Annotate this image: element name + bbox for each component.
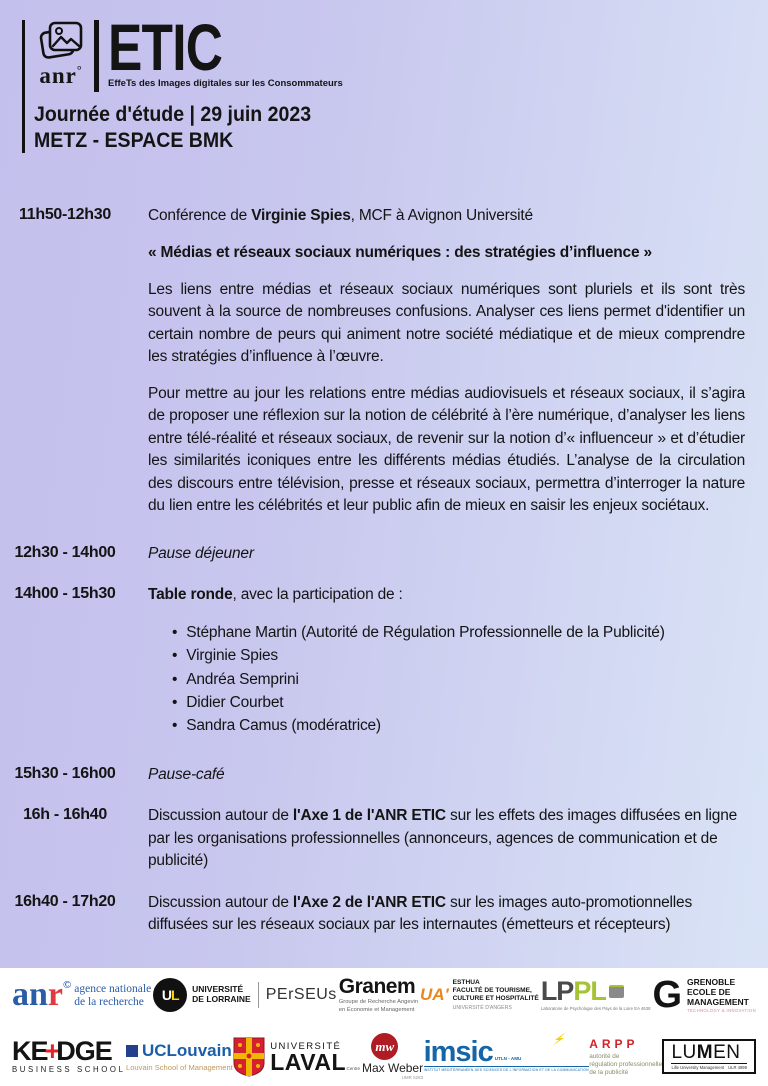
time-label: 16h - 16h40 xyxy=(23,806,107,824)
conference-intro xyxy=(148,205,745,227)
schedule-row-conference xyxy=(0,205,745,518)
schedule-row-roundtable xyxy=(0,584,745,739)
logo-universite-lorraine xyxy=(153,978,337,1012)
lunch-label: Pause déjeuner xyxy=(148,544,254,562)
logo-arpp: ARPP autorité de régulation professionnelle de la publicité xyxy=(589,1036,663,1076)
axe2-title: l'Axe 2 de l'ANR ETIC xyxy=(292,893,446,911)
conference-intro-post: , MCF à Avignon Université xyxy=(350,207,533,224)
photo-images-icon xyxy=(38,20,84,62)
axe2-description xyxy=(148,892,745,937)
logo-lppl: LPPL Laboratoire de Psychologie des Pays de la Loire EA 4638 xyxy=(540,976,651,1011)
schedule-row-axe2 xyxy=(0,892,745,937)
lorraine-name: UNIVERSITÉ DE LORRAINE xyxy=(192,984,251,1005)
axe1-title: l'Axe 1 de l'ANR ETIC xyxy=(292,807,446,825)
coffee-label: Pause-café xyxy=(148,765,225,783)
logo-kedge: KE+DGE BUSINESS SCHOOL xyxy=(12,1035,126,1075)
conference-speaker: Virginie Spies xyxy=(251,207,351,224)
axe2-pre: Discussion autour de xyxy=(148,893,293,911)
roundtable-heading xyxy=(148,584,745,606)
schedule xyxy=(0,205,768,937)
kedge-plus-icon: + xyxy=(44,1035,60,1066)
ua-mark: UA' xyxy=(420,985,449,1005)
laval-crest-icon xyxy=(233,1037,265,1077)
logo-granem: Granem Groupe de Recherche Angevin en Économie et Management xyxy=(338,975,419,1013)
participant-item: • Didier Courbet xyxy=(172,692,745,714)
header xyxy=(0,0,768,153)
logo-universite-laval: UNIVERSITÉ LAVAL xyxy=(233,1037,346,1077)
schedule-row-axe1 xyxy=(0,805,745,872)
axe1-post: sur les effets des images diffusées en ligne par les organisations professionnelles (annonceurs, agences de communication et de publicité) xyxy=(148,807,738,870)
logo-ua-esthua: UA' ESTHUA FACULTÉ DE TOURISME, CULTURE ET HOSPITALITÉ UNIVERSITÉ D'ANGERS xyxy=(420,978,539,1011)
gem-g-icon: G xyxy=(652,973,682,1016)
participant-item: • Virginie Spies xyxy=(172,645,745,667)
talk-abstract-paragraph-1: Les liens entre médias et réseaux sociaux numériques sont pluriels et ils sont très souvent à la source de nombreuses confusions. Analyser ces liens permet d'identifier un certain nombre de peurs qui animent notre société médiatique et de mieux comprendre les stratégies d’influence à l’œuvre. xyxy=(148,280,745,366)
logos-row-2 xyxy=(12,1033,756,1080)
anr-logo-wordmark: anr© xyxy=(12,976,72,1014)
roundtable-title-post: , avec la participation de : xyxy=(232,586,403,604)
header-left-rule xyxy=(22,20,25,153)
anr-wordmark: anr° xyxy=(39,63,83,88)
roundtable-title: Table ronde xyxy=(148,586,233,604)
logo-imsic: imsic UTLN - AMU INSTITUT MÉDITERRANÉEN DES SCIENCES DE L'INFORMATION ET DE LA COMMUNICATION xyxy=(424,1041,589,1072)
logo-divider-bar xyxy=(94,20,99,92)
etic-logo xyxy=(34,10,343,92)
lightning-icon xyxy=(551,1032,567,1046)
participant-item: • Sandra Camus (modératrice) xyxy=(172,715,745,737)
conference-intro-pre: Conférence de xyxy=(148,207,252,224)
logo-lumen: LUMEN Lille University Management ULR 4999 xyxy=(662,1039,755,1074)
axe2-post: sur les images auto-promotionnelles diffusées sur les réseaux sociaux par les internautes (émetteurs et récepteurs) xyxy=(148,893,692,934)
axe1-pre: Discussion autour de xyxy=(148,807,293,825)
talk-abstract-paragraph-2: Pour mettre au jour les relations entre médias audiovisuels et réseaux sociaux, il s’agira de proposer une réflexion sur la notion de célébrité à l’ère numérique, d’analyser les liens entre télé-réalité et réseaux sociaux, de revenir sur la notion d’« influenceur » et d’étudier les similarités iconiques entre les différents médias étudiés. L’analyse de la circulation des discours entre télévision, presse et réseaux sociaux, permettra d’interroger la nature du lien entre les célébrités et leur public afin de mieux en saisir les enjeux sociétaux. xyxy=(148,384,745,515)
perseus-name: PErSEUs xyxy=(265,986,337,1004)
time-label: 14h00 - 15h30 xyxy=(14,585,116,603)
event-location-line: METZ - ESPACE BMK xyxy=(34,129,234,152)
etic-subtitle: EffeTs des Images digitales sur les Consommateurs xyxy=(108,78,343,90)
participants-list xyxy=(172,622,745,738)
etic-title: ETIC xyxy=(108,10,223,84)
participant-item: • Stéphane Martin (Autorité de Régulation Professionnelle de la Publicité) xyxy=(172,622,745,644)
time-label: 11h50-12h30 xyxy=(19,206,111,223)
partner-logos-footer xyxy=(0,968,768,1086)
participant-item: • Andréa Semprini xyxy=(172,669,745,691)
max-weber-mw-icon: mw xyxy=(371,1033,398,1060)
logo-anr-agence xyxy=(12,976,152,1014)
schedule-row-lunch xyxy=(0,543,745,565)
logos-row-1 xyxy=(12,973,756,1016)
logo-grenoble-em: G GRENOBLE ECOLE DE MANAGEMENT TECHNOLOGY & INNOVATION xyxy=(652,973,756,1016)
axe1-description xyxy=(148,805,745,872)
lppl-badge-icon xyxy=(609,985,624,998)
lorraine-ul-icon: U L xyxy=(153,978,187,1012)
time-label: 16h40 - 17h20 xyxy=(14,892,116,910)
anr-logo-sub: agence nationale de la recherche xyxy=(74,983,152,1008)
talk-title: « Médias et réseaux sociaux numériques : des stratégies d’influence » xyxy=(148,244,652,262)
time-label: 12h30 - 14h00 xyxy=(14,543,116,561)
schedule-row-coffee xyxy=(0,764,745,786)
logo-uclouvain: UCLouvain Louvain School of Management xyxy=(125,1041,233,1072)
event-date-line: Journée d'étude | 29 juin 2023 xyxy=(34,103,312,126)
lorraine-divider xyxy=(258,982,259,1008)
time-label: 15h30 - 16h00 xyxy=(14,764,116,782)
uclouvain-square-icon xyxy=(126,1045,138,1057)
logo-centre-max-weber: mw Centre Max Weber UMR 5283 xyxy=(346,1033,423,1080)
